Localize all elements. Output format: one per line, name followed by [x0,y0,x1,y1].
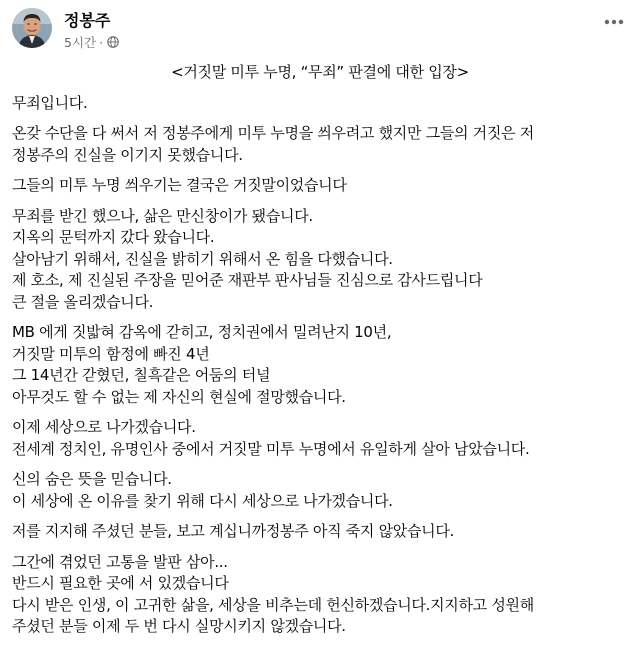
paragraph-line: 주셨던 분들 이제 두 번 다시 실망시키지 않겠습니다. [12,617,346,635]
post-paragraph [12,322,628,408]
paragraph-line: 정봉주의 진실을 이기지 못했습니다. [12,145,243,164]
post-paragraph [12,175,628,197]
paragraph-line: 다시 받은 인생, 이 고귀한 삶을, 세상을 비추는데 헌신하겠습니다.지지하고 성원해 [12,595,534,614]
paragraph-line: 큰 절을 올리겠습니다. [12,292,154,311]
paragraph-line: 제 호소, 제 진실된 주장을 믿어준 재판부 판사님들 진심으로 감사드립니다 [12,271,483,289]
paragraph-line: 그 14년간 갇혔던, 칠흑같은 어둠의 터널 [12,366,271,384]
paragraph-line: 전세계 정치인, 유명인사 중에서 거짓말 미투 누명에서 유일하게 살아 남았습니다. [12,439,530,458]
paragraph-line: 그들의 미투 누명 씌우기는 결국은 거짓말이었습니다 [12,176,347,194]
meta-separator: · [99,34,104,50]
more-options-icon [604,19,624,25]
paragraph-line: 아무것도 할 수 없는 제 자신의 현실에 절망했습니다. [12,387,346,406]
post-header [12,6,628,54]
post-paragraph [12,521,628,543]
post-body [12,62,628,647]
paragraph-line: 신의 숨은 뜻을 믿습니다. [12,470,172,488]
paragraph-line: 지옥의 문턱까지 갔다 왔습니다. [12,228,215,246]
paragraph-line: 반드시 필요한 곳에 서 있겠습니다 [12,574,229,592]
more-options-button[interactable] [600,10,628,34]
avatar-image [12,8,52,48]
paragraph-line: 저를 지지해 주셨던 분들, 보고 계십니까정봉주 아직 죽지 않았습니다. [12,522,455,540]
paragraph-line: 무죄입니다. [12,93,88,112]
paragraph-line: 이제 세상으로 나가겠습니다. [12,418,196,436]
author-name[interactable]: 정봉주 [64,11,111,30]
post-paragraph [12,206,628,314]
paragraph-line: MB 에게 짓밟혀 감옥에 갇히고, 정치권에서 밀려난지 10년, [12,323,392,341]
post-time[interactable]: 5시간 [64,35,97,50]
avatar[interactable] [12,8,52,48]
paragraph-line: 살아남기 위해서, 진실을 밝히기 위해서 온 힘을 다했습니다. [12,249,393,268]
paragraph-line: 온갖 수단을 다 써서 저 정봉주에게 미투 누명을 씌우려고 했지만 그들의 거짓은 저 [12,124,534,142]
paragraph-line: 그간에 겪었던 고통을 발판 삼아... [12,552,228,571]
post-title: <거짓말 미투 누명, “무죄” 판결에 대한 입장> [171,63,469,81]
paragraph-line: 무죄를 받긴 했으나, 삶은 만신창이가 됐습니다. [12,206,313,225]
post-paragraph [12,417,628,460]
post-paragraphs [12,93,628,638]
post-meta [64,33,119,51]
paragraph-line: 이 세상에 온 이유를 찾기 위해 다시 세상으로 나가겠습니다. [12,491,393,510]
post-paragraph [12,93,628,115]
post-paragraph [12,469,628,512]
post-paragraph [12,123,628,166]
globe-icon [107,36,119,48]
post-paragraph [12,552,628,638]
paragraph-line: 거짓말 미투의 함정에 빠진 4년 [12,344,210,363]
